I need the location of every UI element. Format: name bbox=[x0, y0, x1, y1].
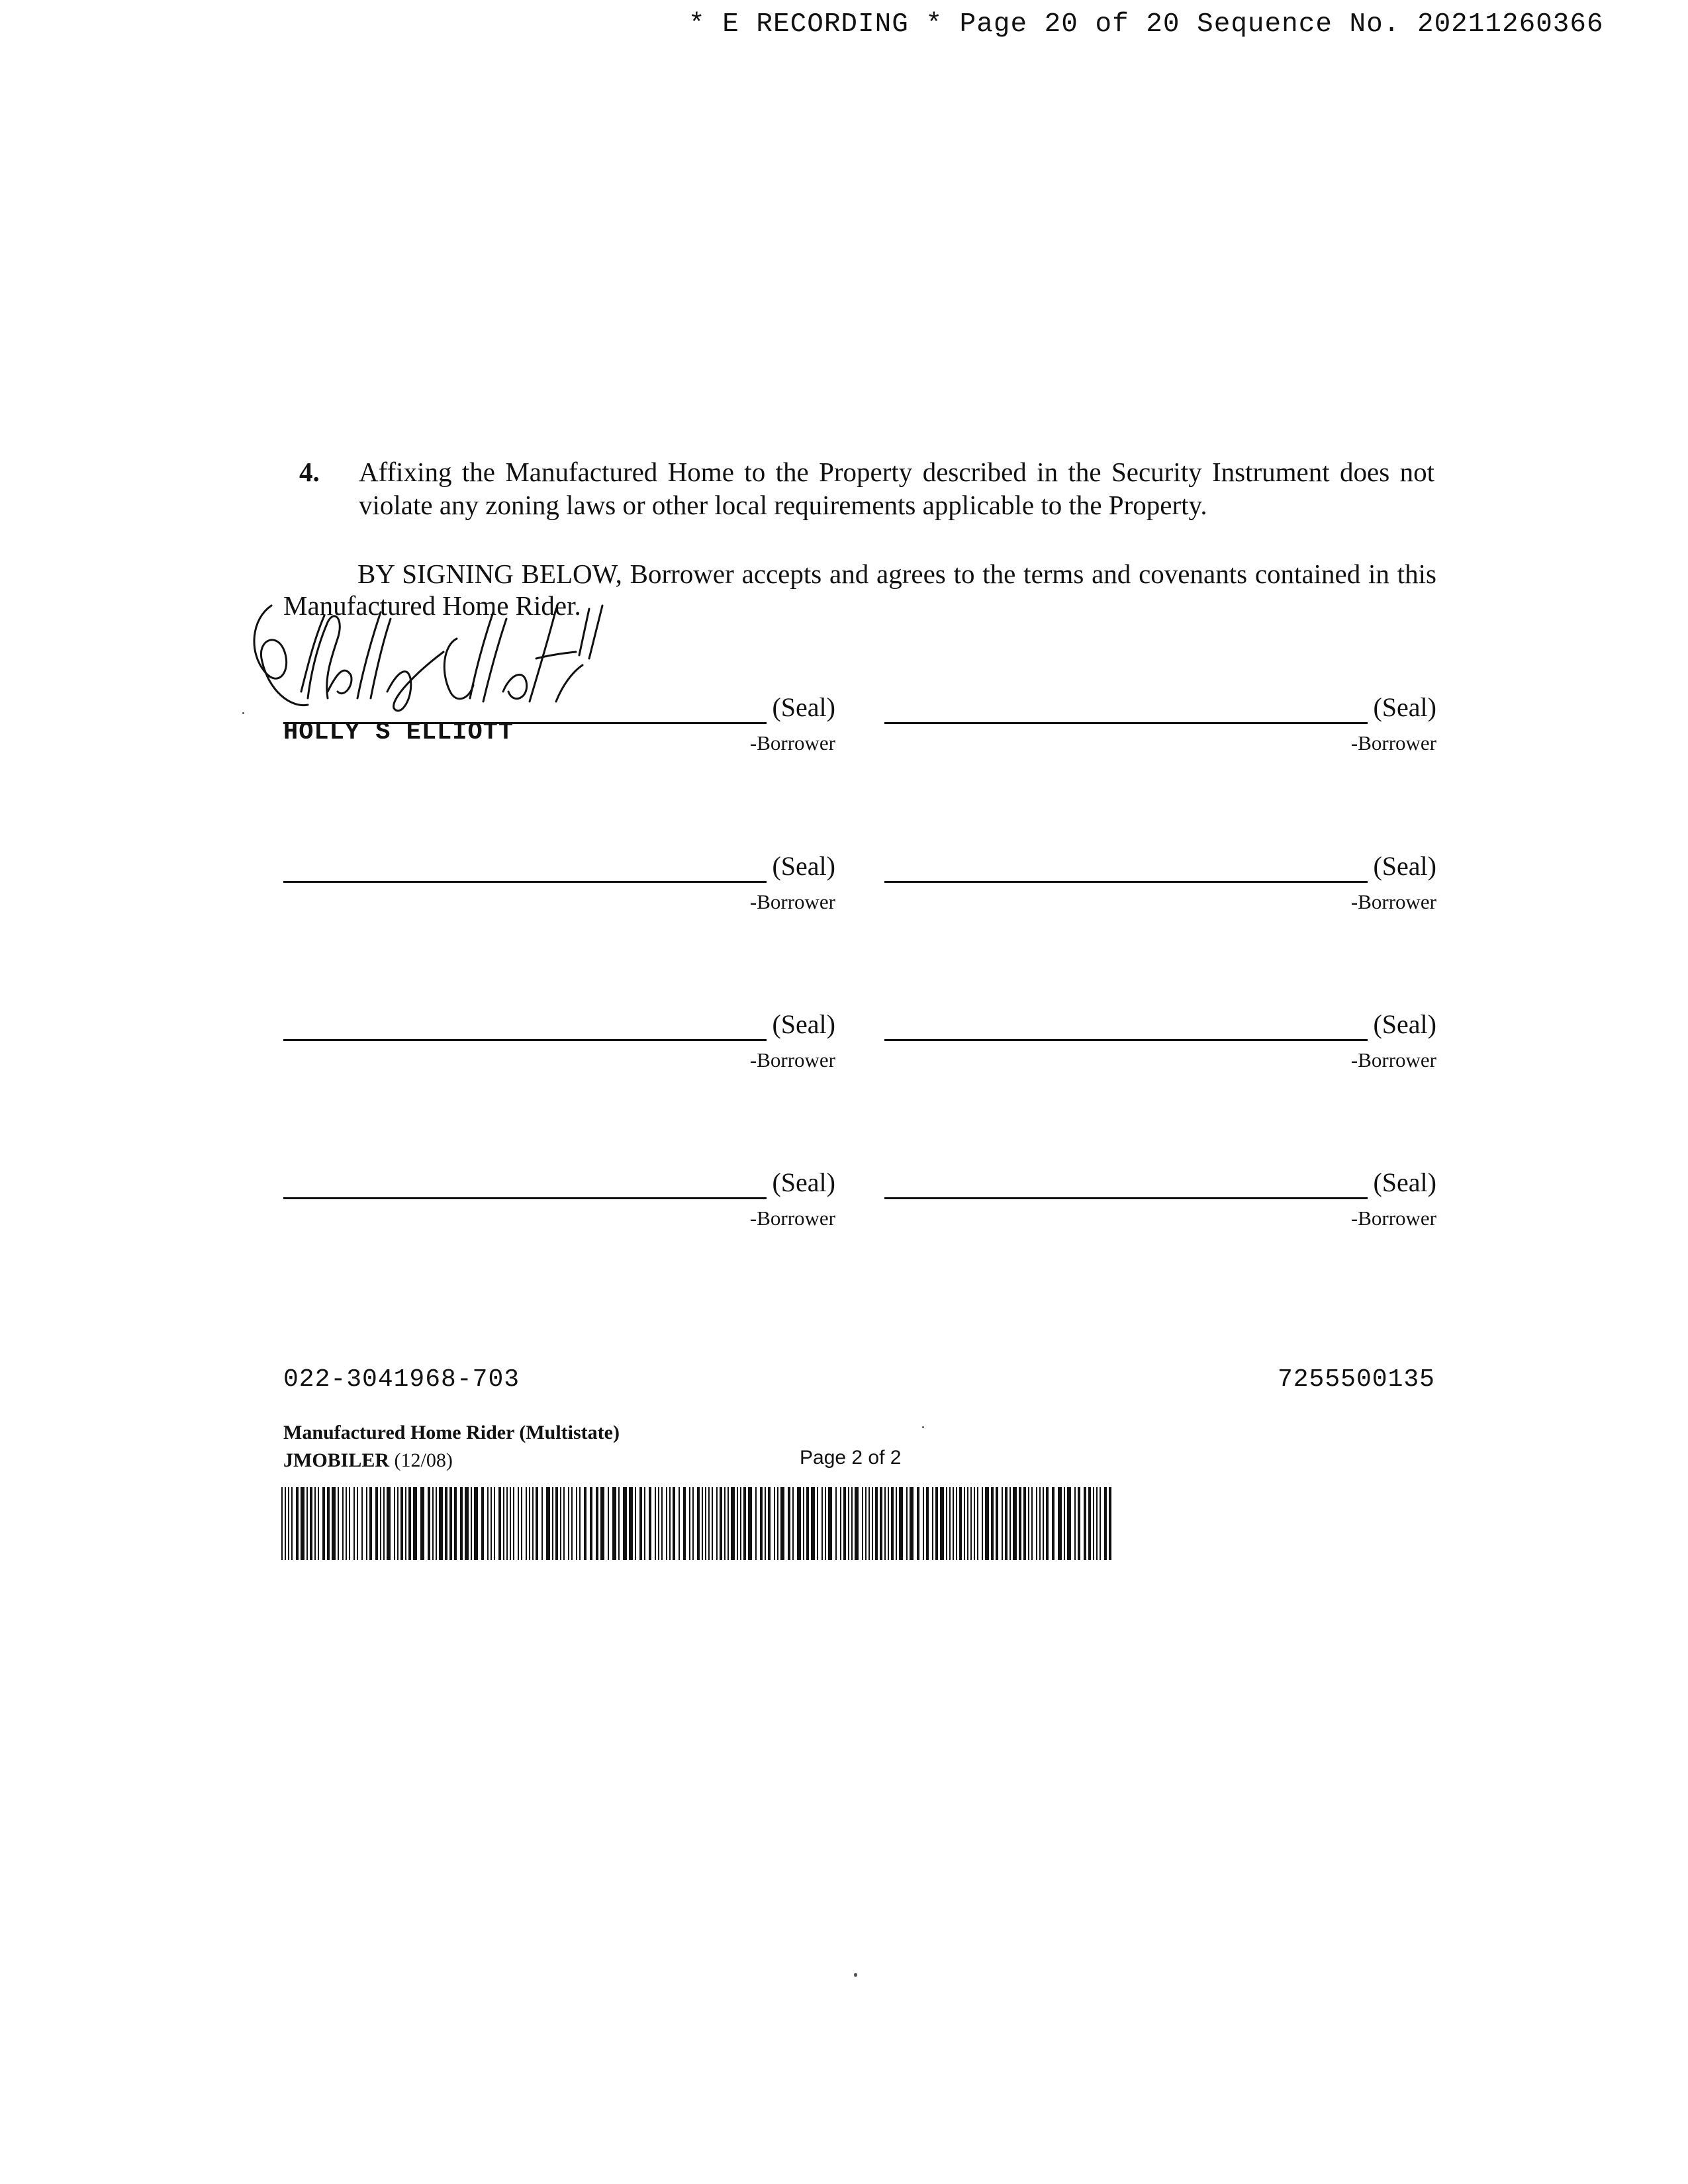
borrower-signature-block-2 bbox=[884, 690, 1436, 770]
seal-label: (Seal) bbox=[772, 1167, 835, 1197]
scan-speck bbox=[242, 712, 244, 714]
borrower-signature-block-6 bbox=[884, 1007, 1436, 1087]
form-code-id: JMOBILER bbox=[283, 1449, 390, 1471]
clause-number: 4. bbox=[299, 457, 320, 487]
borrower-signature-block-5 bbox=[283, 1007, 835, 1087]
signature-line bbox=[884, 881, 1368, 883]
borrower-label: -Borrower bbox=[1350, 1206, 1436, 1230]
page-indicator: Page 2 of 2 bbox=[800, 1447, 902, 1469]
scan-speck bbox=[922, 1426, 924, 1428]
scan-speck bbox=[854, 1973, 857, 1977]
clause-text: Affixing the Manufactured Home to the Property described in the Security Instrument does not violate any zoning laws or other local requirements applicable to the Property. bbox=[359, 457, 1434, 520]
borrower-label: -Borrower bbox=[749, 1206, 835, 1230]
borrower-label: -Borrower bbox=[1350, 890, 1436, 913]
signer-name: HOLLY S ELLIOTT bbox=[283, 719, 514, 747]
loan-number: 022-3041968-703 bbox=[283, 1365, 520, 1394]
signature-line bbox=[283, 1039, 767, 1041]
form-name: Manufactured Home Rider (Multistate) bbox=[283, 1422, 620, 1443]
form-code bbox=[283, 1449, 453, 1472]
seal-label: (Seal) bbox=[772, 1009, 835, 1039]
borrower-signature-block-4 bbox=[884, 849, 1436, 929]
signature-line bbox=[884, 722, 1368, 724]
barcode bbox=[281, 1487, 1115, 1560]
seal-label: (Seal) bbox=[1373, 1167, 1436, 1197]
seal-label: (Seal) bbox=[772, 851, 835, 881]
seal-label: (Seal) bbox=[772, 692, 835, 722]
borrower-label: -Borrower bbox=[749, 890, 835, 913]
borrower-label: -Borrower bbox=[1350, 731, 1436, 754]
recording-header: * E RECORDING * Page 20 of 20 Sequence No. 20211260366 bbox=[688, 9, 1604, 40]
seal-label: (Seal) bbox=[1373, 851, 1436, 881]
signature-line bbox=[884, 1197, 1368, 1199]
borrower-signature-block-8 bbox=[884, 1165, 1436, 1245]
signing-statement: BY SIGNING BELOW, Borrower accepts and agrees to the terms and covenants contained in this Manufactured Home Rider. bbox=[283, 559, 1436, 621]
borrower-signature-block-3 bbox=[283, 849, 835, 929]
signature-line bbox=[884, 1039, 1368, 1041]
form-date: (12/08) bbox=[394, 1449, 453, 1471]
seal-label: (Seal) bbox=[1373, 1009, 1436, 1039]
seal-label: (Seal) bbox=[1373, 692, 1436, 722]
borrower-label: -Borrower bbox=[749, 1048, 835, 1071]
borrower-label: -Borrower bbox=[1350, 1048, 1436, 1071]
signature-line bbox=[283, 1197, 767, 1199]
borrower-label: -Borrower bbox=[749, 731, 835, 754]
signature-line bbox=[283, 881, 767, 883]
borrower-signature-block-7 bbox=[283, 1165, 835, 1245]
case-number: 7255500135 bbox=[1277, 1365, 1435, 1394]
